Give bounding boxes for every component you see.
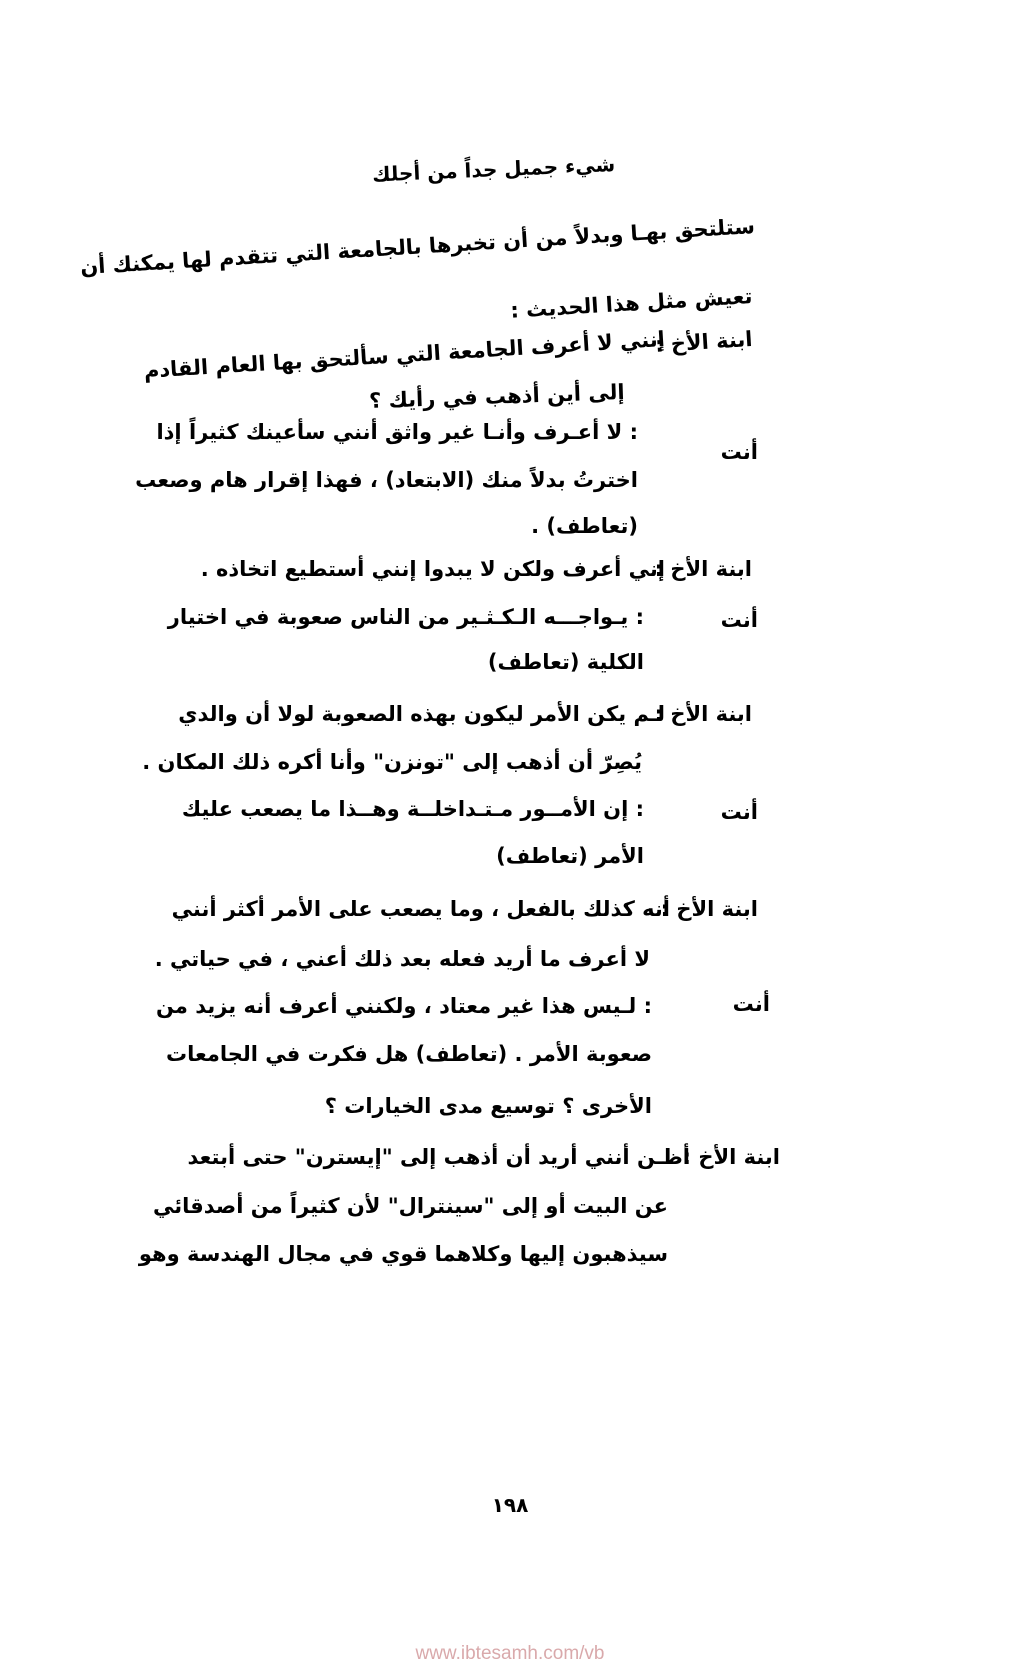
dialogue-line: لا أعرف ما أريد فعله بعد ذلك أعني ، في حياتي . <box>154 947 650 971</box>
dialogue-line: الأمر (تعاطف) <box>496 844 644 868</box>
dialogue-line: إنني لا أعرف الجامعة التي سألتحق بها العام القادم <box>143 327 666 383</box>
dialogue-line: : لا أعـرف وأنـا غير واثق أنني سأعينك كثيراً إذا <box>156 420 638 444</box>
dialogue-line: إلى أين أذهب في رأيك ؟ <box>369 380 626 413</box>
dialogue-line: إني أعرف ولكن لا يبدوا إنني أستطيع اتخاذه . <box>200 557 665 581</box>
dialogue-line: الأخرى ؟ توسيع مدى الخيارات ؟ <box>324 1094 652 1118</box>
dialogue-speaker-you: أنت <box>720 608 758 632</box>
dialogue-line: لـم يكن الأمر ليكون بهذه الصعوبة لولا أن والدي <box>178 702 665 726</box>
watermark-link: www.ibtesamh.com/vb <box>415 1643 605 1664</box>
dialogue-line: صعوبة الأمر . (تعاطف) هل فكرت في الجامعات <box>166 1042 652 1066</box>
intro-line-2: تعيش مثل هذا الحديث : <box>509 284 753 323</box>
intro-line-1: ستلتحق بهـا وبدلاً من أن تخبرها بالجامعة التي تتقدم لها يمكنك أن <box>79 214 756 280</box>
page-title: شيء جميل جداً من أجلك <box>371 152 616 187</box>
dialogue-speaker-you: أنت <box>732 992 770 1016</box>
dialogue-line: أنه كذلك بالفعل ، وما يصعب على الأمر أكثر أنني <box>171 897 670 921</box>
dialogue-line: سيذهبون إليها وكلاهما قوي في مجال الهندسة وهو <box>138 1242 668 1266</box>
dialogue-line: : يـواجـــه الـكـثـير من الناس صعوبة في اختيار <box>167 605 644 629</box>
dialogue-line: عن البيت أو إلى "سينترال" لأن كثيراً من أصدقائي <box>153 1194 668 1218</box>
dialogue-speaker-niece: ابنة الأخ : <box>660 897 758 921</box>
dialogue-speaker-niece: ابنة الأخ : <box>654 557 752 581</box>
dialogue-line: الكلية (تعاطف) <box>487 650 644 674</box>
dialogue-speaker-niece: ابنة الأخ : <box>654 702 752 726</box>
dialogue-line: أظـن أنني أريد أن أذهب إلى "إيسترن" حتى أبتعد <box>187 1145 690 1169</box>
dialogue-speaker-niece: ابنة الأخ : <box>682 1145 780 1169</box>
dialogue-line: يُصِرّ أن أذهب إلى "تونزن" وأنا أكره ذلك المكان . <box>142 750 642 774</box>
dialogue-speaker-you: أنت <box>720 800 758 824</box>
dialogue-line: (تعاطف) . <box>531 514 638 538</box>
page-number: ١٩٨ <box>491 1493 529 1517</box>
dialogue-speaker-niece: ابنة الأخ : <box>654 327 753 357</box>
dialogue-speaker-you: أنت <box>720 440 758 464</box>
dialogue-line: : إن الأمــور مـتـداخلــة وهــذا ما يصعب عليك <box>181 797 644 821</box>
dialogue-line: : لـيس هذا غير معتاد ، ولكنني أعرف أنه يزيد من <box>156 994 652 1018</box>
dialogue-line: اخترتُ بدلاً منك (الابتعاد) ، فهذا إقرار هام وصعب <box>135 468 638 492</box>
